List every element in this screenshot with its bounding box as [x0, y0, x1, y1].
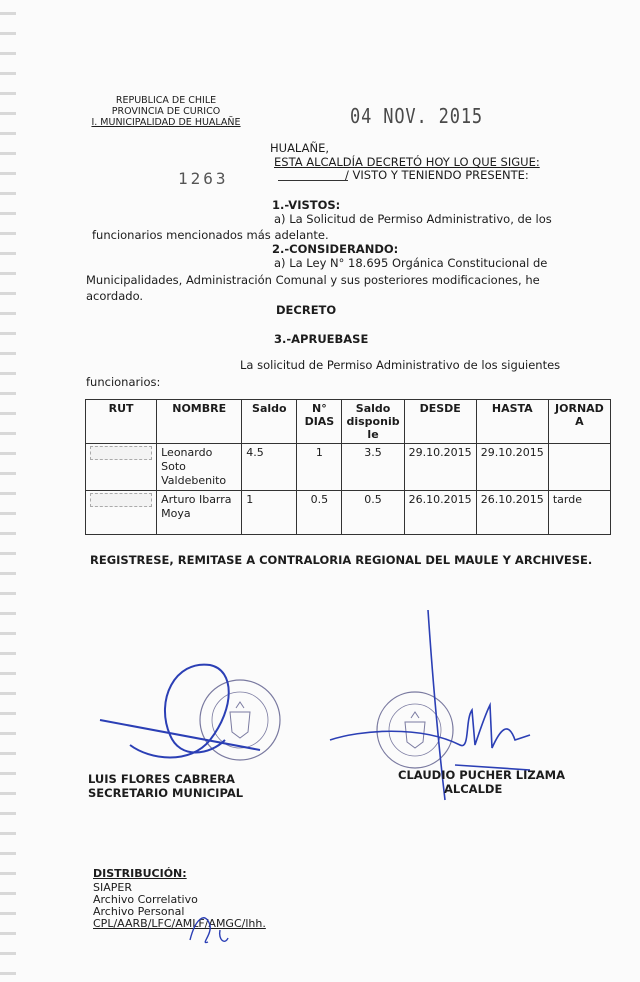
considerando-text-1: a) La Ley N° 18.695 Orgánica Constitucional de: [274, 256, 548, 270]
col-header-hasta: HASTA: [476, 400, 548, 444]
considerando-text-3: acordado.: [86, 289, 144, 303]
apruebase-text-1: La solicitud de Permiso Administrativo de los siguientes: [240, 358, 561, 372]
apruebase-text-2: funcionarios:: [86, 375, 161, 389]
left-signatory-title: SECRETARIO MUNICIPAL: [88, 786, 244, 800]
vistos-text-1: a) La Solicitud de Permiso Administrativo, de los: [274, 212, 552, 226]
cell-dias: 1: [297, 444, 342, 491]
cell-desde: 26.10.2015: [404, 491, 476, 535]
date-stamp: 04 NOV. 2015: [350, 104, 484, 128]
header-line-2: PROVINCIA DE CURICO: [111, 106, 221, 117]
col-header-saldo: Saldo: [242, 400, 297, 444]
considerando-text-2: Municipalidades, Administración Comunal y sus posteriores modificaciones, he: [86, 273, 540, 287]
signature-left: [100, 665, 260, 758]
decreto-title: DECRETO: [276, 303, 337, 317]
header-line-3: I. MUNICIPALIDAD DE HUALAÑE: [91, 117, 241, 128]
cell-hasta: 29.10.2015: [476, 444, 548, 491]
right-signatory-name: CLAUDIO PUCHER LIZAMA: [398, 768, 565, 782]
cell-jornada: [548, 444, 610, 491]
number-blank-line: [278, 180, 348, 181]
cell-desde: 29.10.2015: [404, 444, 476, 491]
cell-nombre: Leonardo Soto Valdebenito: [157, 444, 242, 491]
right-signatory-title: ALCALDE: [444, 782, 503, 796]
col-header-dias: N° DIAS: [297, 400, 342, 444]
vistos-heading: 1.-VISTOS:: [272, 198, 341, 212]
cell-nombre: Arturo Ibarra Moya: [157, 491, 242, 535]
municipal-seal-right: [377, 692, 453, 768]
distribution-item: Archivo Correlativo: [93, 893, 198, 906]
redaction-box: [90, 493, 152, 507]
distribution-item: Archivo Personal: [93, 905, 185, 918]
col-header-disponible: Saldo disponib le: [342, 400, 404, 444]
decree-number-stamp: 1263: [178, 169, 229, 188]
cell-disponible: 3.5: [342, 444, 404, 491]
cell-dias: 0.5: [297, 491, 342, 535]
vistos-text-2: funcionarios mencionados más adelante.: [92, 228, 329, 242]
cell-disponible: 0.5: [342, 491, 404, 535]
intro-visto: / VISTO Y TENIENDO PRESENTE:: [345, 168, 529, 182]
employees-table: [85, 399, 611, 535]
col-header-rut: RUT: [86, 400, 157, 444]
table-row: [86, 444, 611, 491]
col-header-desde: DESDE: [404, 400, 476, 444]
cell-saldo: 4.5: [242, 444, 297, 491]
apruebase-heading: 3.-APRUEBASE: [274, 332, 369, 346]
left-signatory-name: LUIS FLORES CABRERA: [88, 772, 235, 786]
distribution-item: SIAPER: [93, 881, 132, 894]
cell-hasta: 26.10.2015: [476, 491, 548, 535]
col-header-nombre: NOMBRE: [157, 400, 242, 444]
distribution-heading: DISTRIBUCIÓN:: [93, 867, 187, 880]
intro-decree-line: ESTA ALCALDÍA DECRETÓ HOY LO QUE SIGUE:: [274, 155, 540, 169]
table-row: [86, 491, 611, 535]
initials-scribble: [180, 900, 240, 950]
rut-cell-redacted: [86, 491, 157, 535]
distribution-item: CPL/AARB/LFC/AMLF/AMGC/lhh.: [93, 917, 266, 930]
closing-statement: REGISTRESE, REMITASE A CONTRALORIA REGIONAL DEL MAULE Y ARCHIVESE.: [90, 553, 593, 567]
table-header-row: [86, 400, 611, 444]
redaction-box: [90, 446, 152, 460]
considerando-heading: 2.-CONSIDERANDO:: [272, 242, 399, 256]
rut-cell-redacted: [86, 444, 157, 491]
header-line-1: REPUBLICA DE CHILE: [115, 95, 217, 106]
cell-jornada: tarde: [548, 491, 610, 535]
binding-holes: [0, 0, 16, 982]
intro-place: HUALAÑE,: [270, 141, 329, 155]
cell-saldo: 1: [242, 491, 297, 535]
col-header-jornada: JORNAD A: [548, 400, 610, 444]
